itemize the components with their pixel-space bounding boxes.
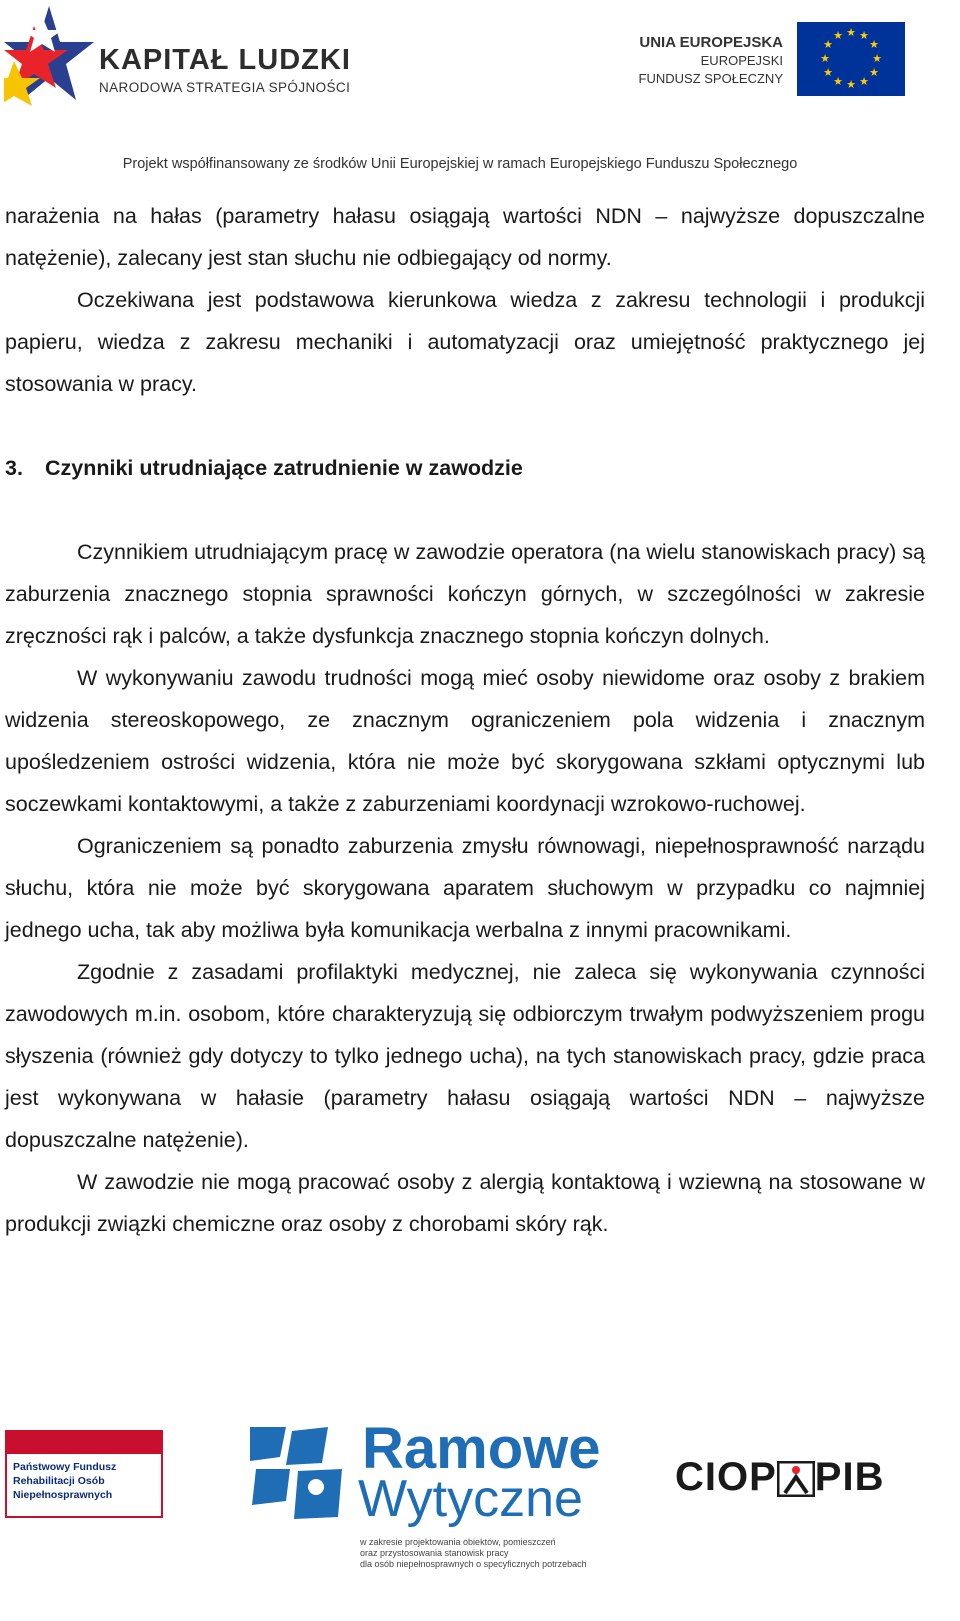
document-body — [5, 195, 925, 1245]
cofinancing-note: Projekt współfinansowany ze środków Unii Europejskiej w ramach Europejskiego Funduszu Społecznego — [122, 156, 798, 172]
eu-text — [639, 34, 783, 88]
ramowe-wytyczne-logo — [250, 1416, 610, 1621]
svg-text:★: ★ — [846, 78, 856, 91]
kapital-ludzki-title: KAPITAŁ LUDZKI — [99, 44, 351, 76]
spacer — [5, 405, 925, 447]
ciop-pib-logo — [675, 1455, 930, 1505]
pfron-line-3: Niepełnosprawnych — [13, 1489, 113, 1501]
ramowe-wytyczne-subtitle — [360, 1537, 587, 1570]
paragraph-1: narażenia na hałas (parametry hałasu osiągają wartości NDN – najwyższe dopuszczalne natężenie), zalecany jest stan słuchu nie odbiegający od normy. — [5, 204, 925, 270]
kapital-ludzki-logo — [4, 6, 349, 116]
eu-flag-icon — [797, 22, 905, 96]
eu-line-3: FUNDUSZ SPOŁECZNY — [638, 71, 783, 86]
ciop-text: CIOP — [675, 1455, 777, 1499]
svg-text:★: ★ — [823, 38, 833, 51]
pfron-line-2: Rehabilitacji Osób — [13, 1475, 105, 1487]
svg-text:★: ★ — [869, 66, 879, 79]
ramowe-title: Ramowe — [362, 1416, 601, 1481]
svg-text:★: ★ — [859, 75, 869, 88]
kapital-ludzki-star-icon — [4, 6, 94, 116]
paragraph-3: Czynnikiem utrudniającym pracę w zawodzie operatora (na wielu stanowiskach pracy) są zaburzenia znacznego stopnia sprawności kończyn górnych, w szczególności w zakresie zręczności rąk i palców, a także dysfunkcja znacznego stopnia kończyn dolnych. — [5, 540, 925, 648]
rw-sub-line-3: dla osób niepełnosprawnych o specyficznych potrzebach — [360, 1559, 587, 1569]
rw-sub-line-2: oraz przystosowania stanowisk pracy — [360, 1548, 509, 1558]
page-header — [0, 0, 960, 190]
paragraph-2: Oczekiwana jest podstawowa kierunkowa wiedza z zakresu technologii i produkcji papieru, wiedza z zakresu mechaniki i automatyzacji oraz umiejętność praktycznego jej stosowania w pracy. — [5, 288, 925, 396]
svg-text:★: ★ — [820, 52, 830, 65]
svg-text:★: ★ — [872, 52, 882, 65]
ciop-figure-icon — [777, 1461, 815, 1497]
ramowe-wytyczne-mark-icon — [250, 1427, 350, 1523]
eu-line-2: EUROPEJSKI — [700, 53, 783, 68]
kapital-ludzki-subtitle: NARODOWA STRATEGIA SPÓJNOŚCI — [99, 80, 351, 95]
pib-text: PIB — [814, 1455, 885, 1499]
pfron-text — [13, 1460, 116, 1502]
paragraph-4: W wykonywaniu zawodu trudności mogą mieć osoby niewidome oraz osoby z brakiem widzenia stereoskopowego, ze znacznym ograniczeniem pola widzenia i znacznym upośledzeniem ostrości widzenia, która nie może być skorygowana szkłami optycznymi lub soczewkami kontaktowymi, a także z zaburzeniami koordynacji wzrokowo-ruchowej. — [5, 666, 925, 816]
svg-text:★: ★ — [869, 38, 879, 51]
section-heading — [5, 447, 925, 489]
pfron-logo — [5, 1430, 163, 1518]
rw-sub-line-1: w zakresie projektowania obiektów, pomieszczeń — [360, 1537, 556, 1547]
wytyczne-title: Wytyczne — [358, 1470, 583, 1528]
pfron-red-band — [7, 1432, 161, 1454]
paragraph-7: W zawodzie nie mogą pracować osoby z alergią kontaktową i wziewną na stosowane w produkcji związki chemiczne oraz osoby z chorobami skóry rąk. — [5, 1170, 925, 1236]
svg-text:★: ★ — [859, 29, 869, 42]
paragraph-5: Ograniczeniem są ponadto zaburzenia zmysłu równowagi, niepełnosprawność narządu słuchu, która nie może być skorygowana aparatem słuchowym w przypadku co najmniej jednego ucha, tak aby możliwa była komunikacja werbalna z innymi pracownikami. — [5, 834, 925, 942]
section-title: Czynniki utrudniające zatrudnienie w zawodzie — [45, 456, 523, 480]
eu-line-1: UNIA EUROPEJSKA — [639, 34, 783, 51]
eu-logo — [630, 22, 905, 102]
spacer — [5, 489, 925, 531]
section-number: 3. — [5, 456, 23, 480]
pfron-line-1: Państwowy Fundusz — [13, 1461, 117, 1473]
svg-text:★: ★ — [823, 66, 833, 79]
svg-text:★: ★ — [833, 29, 843, 42]
svg-text:★: ★ — [846, 26, 856, 39]
svg-text:★: ★ — [833, 75, 843, 88]
paragraph-6: Zgodnie z zasadami profilaktyki medycznej, nie zaleca się wykonywania czynności zawodowych m.in. osobom, które charakteryzują się odbiorczym trwałym podwyższeniem progu słyszenia (również gdy dotyczy to tylko jednego ucha), na tych stanowiskach pracy, gdzie praca jest wykonywana w hałasie (parametry hałasu osiągają wartości NDN – najwyższe dopuszczalne natężenie). — [5, 960, 925, 1152]
